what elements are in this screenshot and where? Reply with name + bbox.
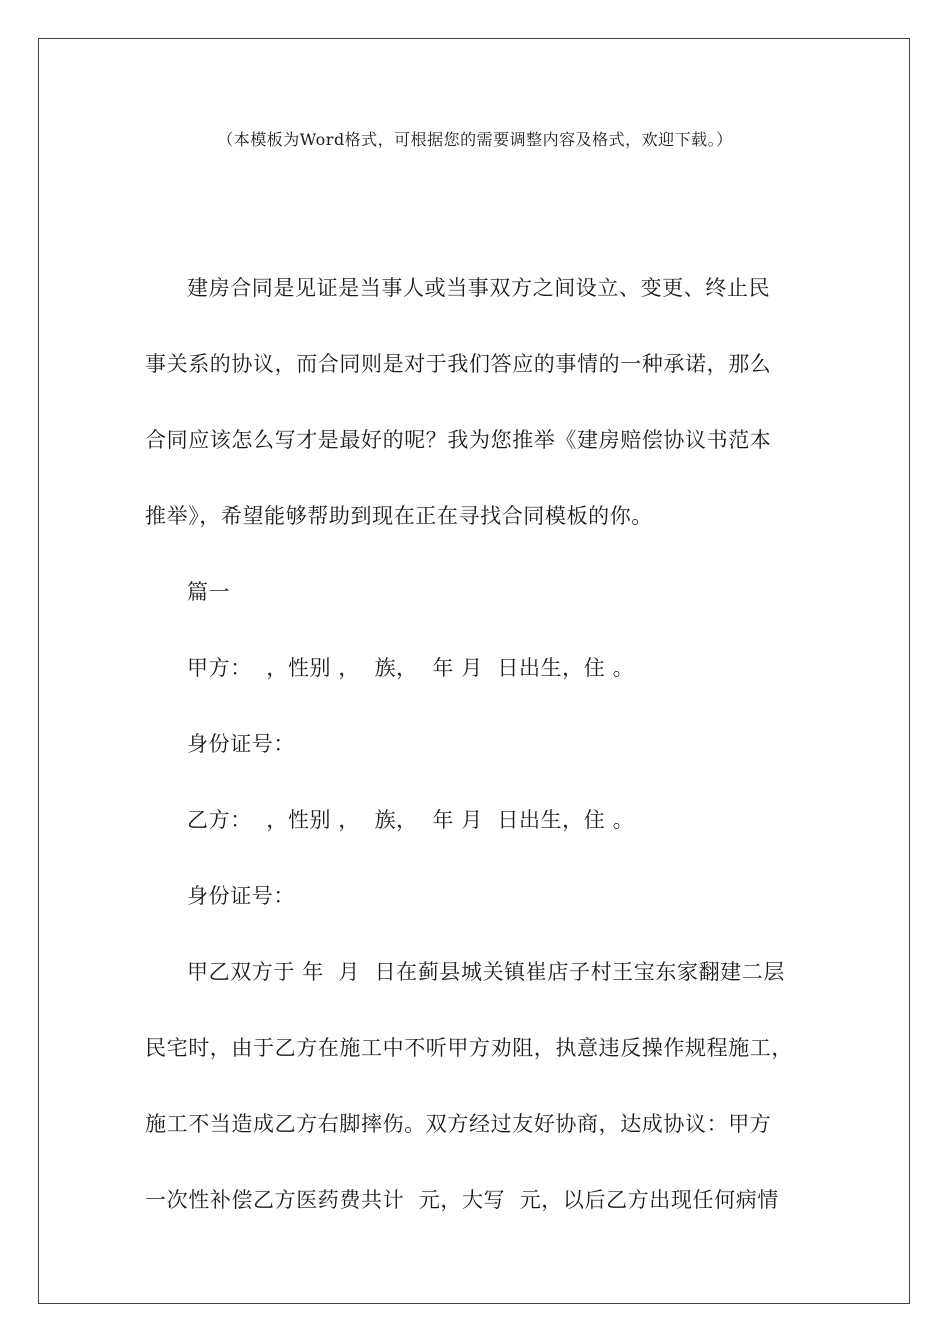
party-a-id-line: 身份证号：: [187, 732, 295, 756]
intro-line-4: 推举》，希望能够帮助到现在正在寻找合同模板的你。: [145, 504, 653, 528]
template-note: （本模板为Word格式，可根据您的需要调整内容及格式，欢迎下载。）: [217, 130, 733, 149]
intro-line-3: 合同应该怎么写才是最好的呢？我为您推举《建房赔偿协议书范本: [145, 428, 772, 452]
party-b-id-line: 身份证号：: [187, 884, 295, 908]
party-a-line: 甲方： ，性别 ， 族， 年 月 日出生，住 。: [187, 656, 635, 680]
party-b-line: 乙方： ，性别 ， 族， 年 月 日出生，住 。: [187, 808, 635, 832]
section-title: 篇一: [187, 580, 231, 604]
agreement-line-1: 甲乙双方于 年 月 日在蓟县城关镇崔店子村王宝东家翻建二层: [187, 960, 785, 984]
document-body: [145, 250, 810, 1238]
agreement-line-2: 民宅时，由于乙方在施工中不听甲方劝阻，执意违反操作规程施工，: [145, 1036, 793, 1060]
intro-line-1: 建房合同是见证是当事人或当事双方之间设立、变更、终止民: [187, 276, 771, 300]
intro-line-2: 事关系的协议，而合同则是对于我们答应的事情的一种承诺，那么: [145, 352, 772, 376]
agreement-line-4: 一次性补偿乙方医药费共计 元，大写 元，以后乙方出现任何病情: [145, 1188, 779, 1212]
agreement-line-3: 施工不当造成乙方右脚摔伤。双方经过友好协商，达成协议：甲方: [145, 1112, 772, 1136]
